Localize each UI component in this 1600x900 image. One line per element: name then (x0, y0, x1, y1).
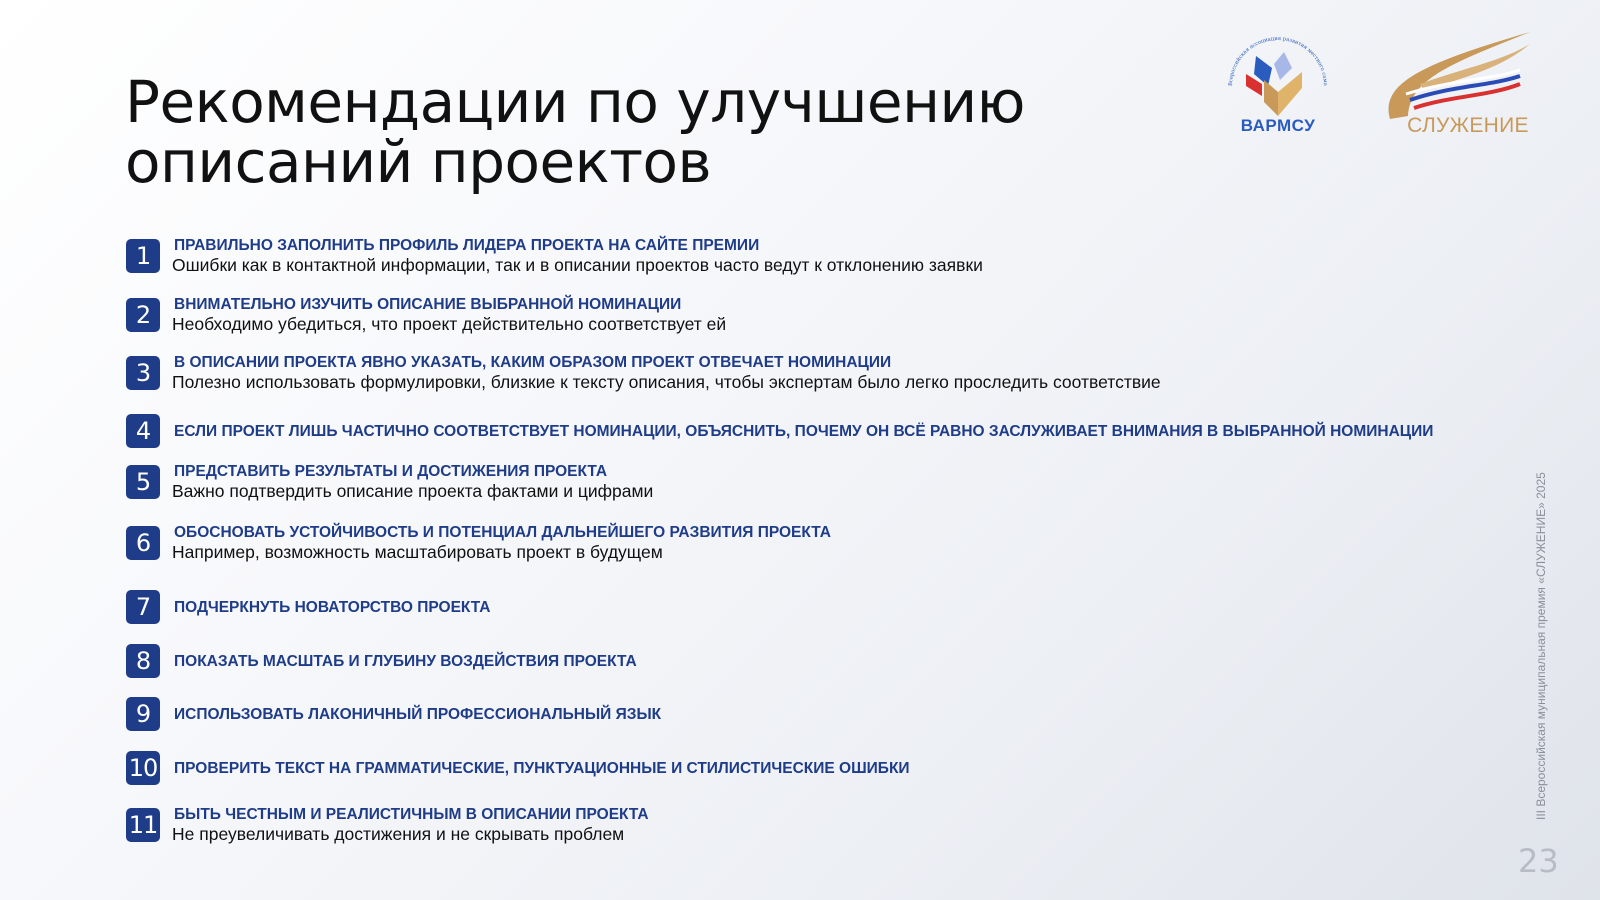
page-title (125, 68, 1026, 196)
item-number-badge: 11 (126, 808, 160, 842)
item-heading: ВНИМАТЕЛЬНО ИЗУЧИТЬ ОПИСАНИЕ ВЫБРАННОЙ НОМИНАЦИИ (174, 296, 682, 313)
list-item (126, 805, 649, 844)
item-number-badge: 7 (126, 590, 160, 624)
item-heading: В ОПИСАНИИ ПРОЕКТА ЯВНО УКАЗАТЬ, КАКИМ ОБРАЗОМ ПРОЕКТ ОТВЕЧАЕТ НОМИНАЦИИ (174, 354, 892, 371)
page-number: 23 (1518, 842, 1559, 880)
item-number-badge: 9 (126, 697, 160, 731)
list-item (126, 751, 910, 785)
item-heading: ПРОВЕРИТЬ ТЕКСТ НА ГРАММАТИЧЕСКИЕ, ПУНКТУАЦИОННЫЕ И СТИЛИСТИЧЕСКИЕ ОШИБКИ (174, 759, 910, 777)
item-heading: ИСПОЛЬЗОВАТЬ ЛАКОНИЧНЫЙ ПРОФЕССИОНАЛЬНЫЙ ЯЗЫК (174, 705, 662, 723)
item-number-badge: 5 (126, 465, 160, 499)
item-number-badge: 8 (126, 644, 160, 678)
item-number-badge: 10 (126, 751, 160, 785)
item-description: Ошибки как в контактной информации, так и в описании проектов часто ведут к отклонению заявки (172, 255, 983, 275)
item-number-badge: 4 (126, 414, 160, 448)
list-item (126, 523, 831, 562)
side-caption: III Всероссийская муниципальная премия «СЛУЖЕНИЕ» 2025 (1534, 472, 1548, 820)
item-description: Необходимо убедиться, что проект действительно соответствует ей (172, 314, 727, 334)
title-line-1: Рекомендации по улучшению (125, 68, 1026, 136)
list-item (126, 697, 661, 731)
item-number-badge: 2 (126, 298, 160, 332)
title-line-2: описаний проектов (125, 128, 712, 196)
list-item (126, 295, 726, 334)
item-description: Не преувеличивать достижения и не скрывать проблем (172, 824, 625, 844)
item-description: Важно подтвердить описание проекта фактами и цифрами (172, 481, 654, 501)
list-item (126, 462, 653, 501)
item-heading: ПРАВИЛЬНО ЗАПОЛНИТЬ ПРОФИЛЬ ЛИДЕРА ПРОЕКТА НА САЙТЕ ПРЕМИИ (174, 237, 760, 254)
item-description: Например, возможность масштабировать проект в будущем (172, 542, 663, 562)
sluzhenie-label: СЛУЖЕНИЕ (1407, 114, 1529, 137)
item-number-badge: 1 (126, 239, 160, 273)
list-item (126, 644, 637, 678)
item-heading: ПОДЧЕРКНУТЬ НОВАТОРСТВО ПРОЕКТА (174, 598, 491, 616)
item-number-badge: 3 (126, 356, 160, 390)
list-item (126, 414, 1433, 448)
item-heading: ОБОСНОВАТЬ УСТОЙЧИВОСТЬ И ПОТЕНЦИАЛ ДАЛЬНЕЙШЕГО РАЗВИТИЯ ПРОЕКТА (174, 524, 831, 541)
list-item (126, 353, 1161, 392)
svg-text:Всероссийская ассоциация разви (1218, 24, 1328, 86)
item-description: Полезно использовать формулировки, близкие к тексту описания, чтобы экспертам было легко проследить соответствие (172, 372, 1161, 392)
item-heading: БЫТЬ ЧЕСТНЫМ И РЕАЛИСТИЧНЫМ В ОПИСАНИИ ПРОЕКТА (174, 806, 649, 823)
varmsu-ring-text: Всероссийская ассоциация развития местного само (1227, 35, 1329, 87)
item-heading: ЕСЛИ ПРОЕКТ ЛИШЬ ЧАСТИЧНО СООТВЕТСТВУЕТ НОМИНАЦИИ, ОБЪЯСНИТЬ, ПОЧЕМУ ОН ВСЁ РАВНО ЗАСЛУЖИВАЕТ ВНИМАНИЯ В ВЫБРАННОЙ НОМИНАЦИИ (174, 422, 1434, 440)
list-item (126, 590, 490, 624)
item-number-badge: 6 (126, 526, 160, 560)
list-item (126, 236, 983, 275)
item-heading: ПОКАЗАТЬ МАСШТАБ И ГЛУБИНУ ВОЗДЕЙСТВИЯ ПРОЕКТА (174, 652, 637, 670)
item-heading: ПРЕДСТАВИТЬ РЕЗУЛЬТАТЫ И ДОСТИЖЕНИЯ ПРОЕКТА (174, 463, 608, 480)
varmsu-label: ВАРМСУ (1240, 116, 1316, 135)
